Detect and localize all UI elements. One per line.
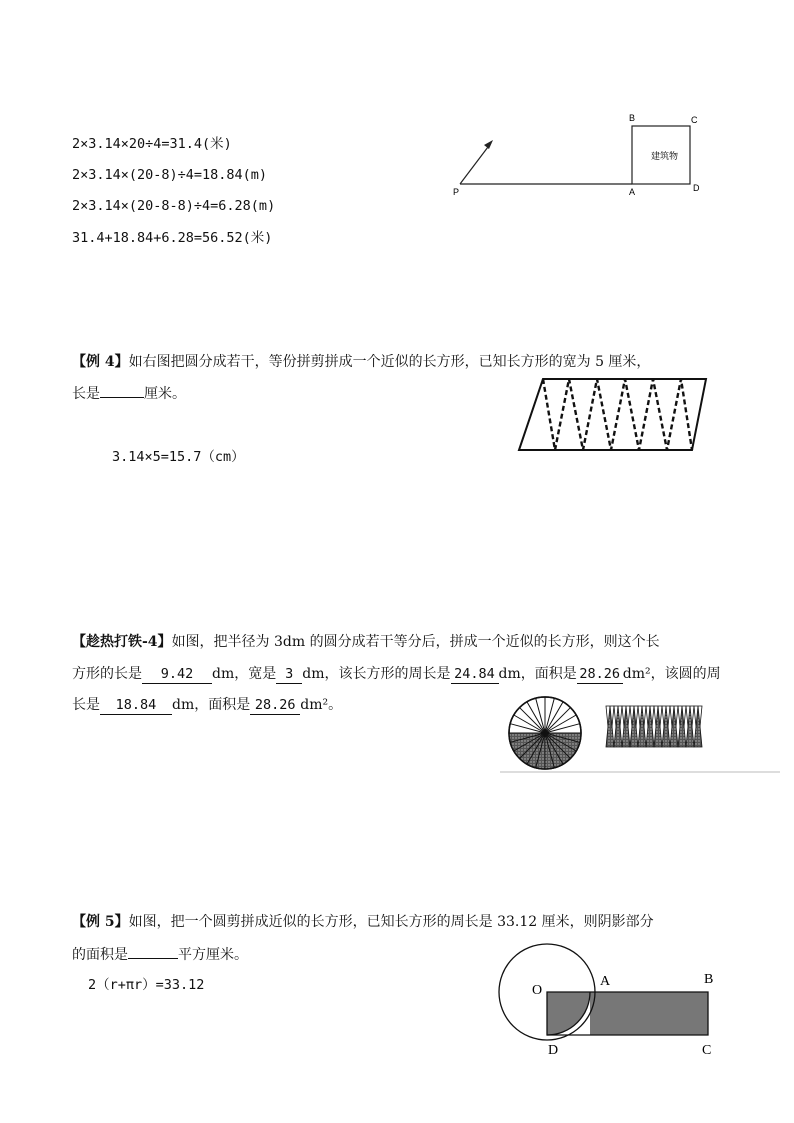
building-label: 建筑物 xyxy=(651,151,679,161)
example-4-answer: 3.14×5=15.7（cm） xyxy=(112,449,245,465)
shaded-rectangle xyxy=(590,992,708,1035)
label-a: A xyxy=(600,974,611,989)
example-5-line-1: 【例 5】如图，把一个圆剪拼成近似的长方形，已知长方形的周长是 33.12 厘米，则阴影部分 xyxy=(72,914,654,930)
label-p: P xyxy=(453,187,460,197)
circle-rectangle-figure xyxy=(490,935,730,1060)
example-4-line-2: 长是 厘米。 xyxy=(72,383,186,404)
label-c: C xyxy=(691,115,698,125)
circle-area-answer: 28.26 xyxy=(250,696,300,715)
label-a: A xyxy=(629,187,636,197)
circle-sectors-figure xyxy=(500,692,780,774)
building-path-figure xyxy=(450,108,710,200)
length-answer: 9.42 xyxy=(142,665,212,684)
answer-blank xyxy=(100,383,144,398)
perimeter-answer: 24.84 xyxy=(451,665,499,684)
label-o: O xyxy=(532,983,543,998)
example-4-line-1: 【例 4】如右图把圆分成若干，等份拼剪拼成一个近似的长方形，已知长方形的宽为 5 厘米， xyxy=(72,354,651,370)
calc-line-4: 31.4+18.84+6.28=56.52(米) xyxy=(72,230,273,246)
area-answer: 28.26 xyxy=(577,665,623,684)
arrow-line xyxy=(460,143,491,184)
calc-line-3: 2×3.14×(20-8-8)÷4=6.28(m) xyxy=(72,198,276,214)
rearranged-strip xyxy=(606,706,702,747)
example-4-tag: 【例 4】 xyxy=(72,354,129,370)
shaded-quarter xyxy=(547,992,590,1035)
calc-line-2: 2×3.14×(20-8)÷4=18.84(m) xyxy=(72,167,268,183)
zigzag-dashes xyxy=(543,379,692,450)
label-b: B xyxy=(629,113,636,123)
practice-4-line-2: 方形的长是 9.42 dm，宽是 3 dm，该长方形的周长是 24.84 dm，面积是 28.26 dm²，该圆的周 xyxy=(72,666,721,682)
practice-4-tag: 【趁热打铁-4】 xyxy=(72,634,172,650)
label-d: D xyxy=(548,1043,559,1058)
example-5-answer: 2（r+πr）=33.12 xyxy=(88,977,205,993)
parallelogram-figure xyxy=(515,376,715,454)
width-answer: 3 xyxy=(276,665,302,684)
example-5-line-2: 的面积是 平方厘米。 xyxy=(72,944,248,965)
answer-blank xyxy=(128,944,178,959)
label-d: D xyxy=(693,183,700,193)
label-c: C xyxy=(702,1043,712,1058)
calc-line-1: 2×3.14×20÷4=31.4(米) xyxy=(72,136,232,152)
practice-4-line-1: 【趁热打铁-4】如图，把半径为 3dm 的圆分成若干等分后，拼成一个近似的长方形，则这个长 xyxy=(72,634,660,650)
circumference-answer: 18.84 xyxy=(100,696,172,715)
example-5-tag: 【例 5】 xyxy=(72,914,129,930)
practice-4-line-3: 长是 18.84 dm，面积是 28.26 dm²。 xyxy=(72,697,343,713)
label-b: B xyxy=(704,972,714,987)
arrow-head xyxy=(484,140,493,149)
